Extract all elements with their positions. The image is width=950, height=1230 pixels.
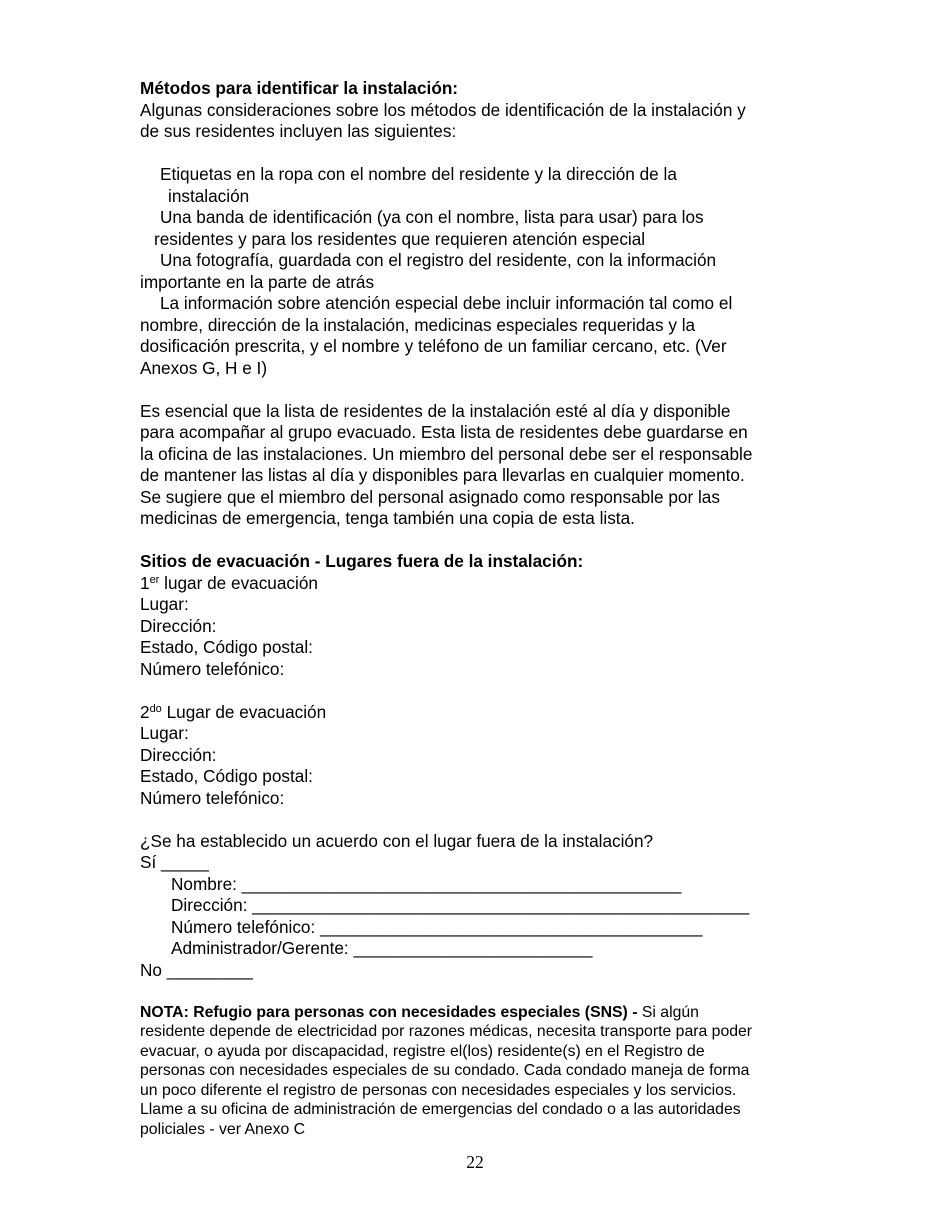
- note-text: Si algún: [637, 1003, 699, 1021]
- agreement-no-field: No _________: [140, 959, 253, 980]
- note-line: Llame a su oficina de administración de emergencias del condado o a las autoridades: [140, 1101, 741, 1119]
- site-1-ordinal: er: [149, 573, 160, 586]
- site-2-ordinal: do: [149, 702, 162, 715]
- note-line: residente depende de electricidad por razones médicas, necesita transporte para poder: [140, 1023, 753, 1041]
- note-label: NOTA: Refugio para personas con necesidades especiales (SNS) -: [140, 1003, 638, 1021]
- site-1-place-label: Lugar:: [140, 594, 189, 614]
- site-1-address-label: Dirección:: [140, 615, 217, 636]
- site-2-address-label: Dirección:: [140, 744, 217, 765]
- site-1-number: 1: [140, 572, 150, 593]
- evacuation-site-2-heading: [140, 702, 810, 724]
- methods-intro-line: Algunas consideraciones sobre los métodos de identificación de la instalación y: [140, 99, 746, 120]
- agreement-phone-field: Número telefónico: ________________________________________: [171, 916, 703, 937]
- site-2-phone-label: Número telefónico:: [140, 787, 285, 808]
- agreement-address-field: Dirección: ____________________________________________________: [171, 895, 750, 915]
- agreement-manager-field: Administrador/Gerente: _________________________: [171, 938, 593, 958]
- site-1-phone-label: Número telefónico:: [140, 658, 285, 679]
- methods-heading: Métodos para identificar la instalación:: [140, 78, 459, 98]
- method-item-special-care-cont: nombre, dirección de la instalación, medicinas especiales requeridas y la: [140, 314, 696, 335]
- note-line: evacuar, o ayuda por discapacidad, registre el(los) residente(s) en el Registro de: [140, 1042, 705, 1060]
- site-2-state-zip-label: Estado, Código postal:: [140, 766, 313, 786]
- agreement-name-field: Nombre: ______________________________________________: [171, 873, 682, 894]
- note-line: policiales - ver Anexo C: [140, 1121, 306, 1139]
- note-paragraph: [140, 1003, 810, 1023]
- site-1-state-zip-label: Estado, Código postal:: [140, 637, 313, 657]
- resident-list-paragraph: para acompañar al grupo evacuado. Esta lista de residentes debe guardarse en: [140, 422, 748, 442]
- note-line: personas con necesidades especiales de su condado. Cada condado maneja de forma: [140, 1062, 750, 1080]
- page-number: 22: [466, 1152, 484, 1172]
- method-item-clothing-labels-cont: instalación: [168, 185, 250, 206]
- resident-list-paragraph: de mantener las listas al día y disponibles para llevarlas en cualquier momento.: [140, 465, 745, 485]
- agreement-question: ¿Se ha establecido un acuerdo con el lugar fuera de la instalación?: [140, 830, 654, 851]
- method-item-special-care-cont: dosificación prescrita, y el nombre y teléfono de un familiar cercano, etc. (Ver: [140, 336, 727, 356]
- site-1-title: lugar de evacuación: [159, 572, 318, 593]
- site-2-place-label: Lugar:: [140, 723, 189, 743]
- method-item-clothing-labels: Etiquetas en la ropa con el nombre del residente y la dirección de la: [160, 164, 677, 184]
- method-item-photo: Una fotografía, guardada con el registro del residente, con la información: [160, 250, 717, 270]
- site-2-number: 2: [140, 701, 150, 722]
- resident-list-paragraph: Es esencial que la lista de residentes de la instalación esté al día y disponible: [140, 400, 731, 421]
- method-item-photo-cont: importante en la parte de atrás: [140, 271, 375, 292]
- method-item-special-care-cont: Anexos G, H e I): [140, 357, 268, 378]
- method-item-special-care: La información sobre atención especial debe incluir información tal como el: [160, 293, 733, 313]
- note-line: un poco diferente el registro de personas con necesidades especiales y los servicios.: [140, 1081, 737, 1099]
- method-item-id-band-cont: residentes y para los residentes que requieren atención especial: [154, 228, 646, 249]
- agreement-yes-field: Sí _____: [140, 852, 209, 872]
- evacuation-heading: Sitios de evacuación - Lugares fuera de la instalación:: [140, 551, 584, 571]
- resident-list-paragraph: medicinas de emergencia, tenga también una copia de esta lista.: [140, 508, 635, 528]
- resident-list-paragraph: Se sugiere que el miembro del personal asignado como responsable por las: [140, 486, 720, 507]
- document-page: [140, 78, 810, 1140]
- evacuation-site-1-heading: [140, 573, 810, 595]
- resident-list-paragraph: la oficina de las instalaciones. Un miembro del personal debe ser el responsable: [140, 443, 753, 464]
- method-item-id-band: Una banda de identificación (ya con el nombre, lista para usar) para los: [160, 207, 704, 227]
- site-2-title: Lugar de evacuación: [161, 701, 327, 722]
- methods-intro-line: de sus residentes incluyen las siguientes:: [140, 121, 457, 141]
